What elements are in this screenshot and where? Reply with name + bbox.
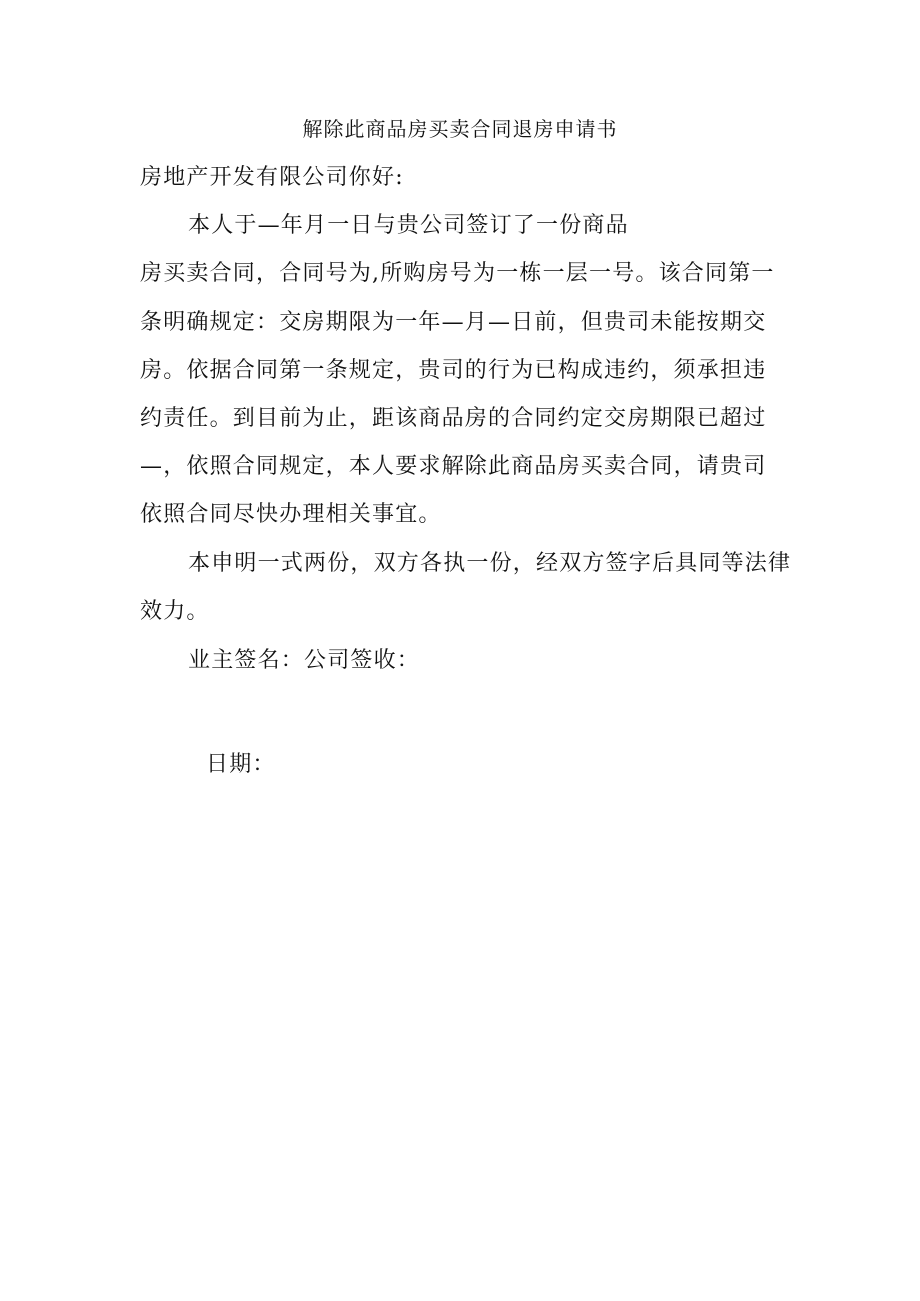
salutation: 房地产开发有限公司你好: (140, 165, 404, 190)
paragraph-1-line-6: —，依照合同规定，本人要求解除此商品房买卖合同，请贵司 (140, 454, 767, 479)
paragraph-1-line-1: 本人于—年月一日与贵公司签订了一份商品 (188, 213, 629, 238)
paragraph-1-line-3: 条明确规定：交房期限为一年—月—日前，但贵司未能按期交 (140, 310, 767, 335)
signature-line: 业主签名：公司签收： (188, 648, 421, 673)
paragraph-1-line-5: 约责任。到目前为止，距该商品房的合同约定交房期限已超过 (140, 406, 767, 431)
document-title: 解除此商品房买卖合同退房申请书 (302, 117, 618, 141)
paragraph-2-line-2: 效力。 (140, 599, 210, 624)
paragraph-1-line-4: 房。依据合同第一条规定，贵司的行为已构成违约，须承担违 (140, 358, 767, 383)
paragraph-2-line-1: 本申明一式两份，双方各执一份，经双方签字后具同等法律 (188, 551, 792, 576)
paragraph-1-line-7: 依照合同尽快办理相关事宜。 (140, 502, 442, 527)
date-label: 日期： (206, 752, 276, 777)
paragraph-1-line-2: 房买卖合同，合同号为,所购房号为一栋一层一号。该合同第一 (140, 261, 775, 286)
